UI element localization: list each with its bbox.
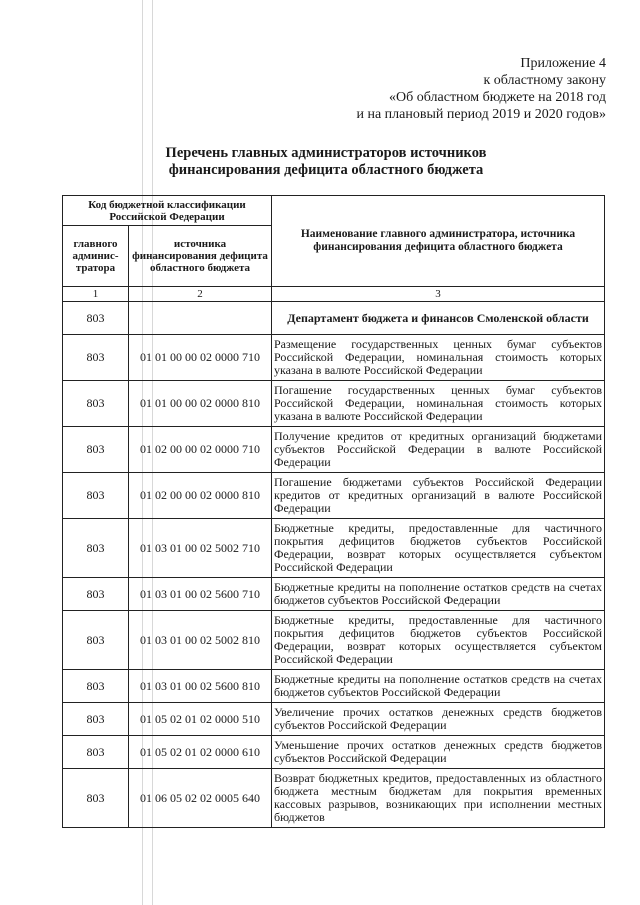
appendix-header bbox=[356, 55, 606, 123]
source-code: 01 01 00 00 02 0000 710 bbox=[129, 335, 272, 381]
source-code: 01 06 05 02 02 0005 640 bbox=[129, 769, 272, 828]
admin-code: 803 bbox=[63, 381, 129, 427]
source-code: 01 03 01 00 02 5600 810 bbox=[129, 670, 272, 703]
department-row bbox=[63, 302, 605, 335]
column-number-3: 3 bbox=[272, 287, 605, 302]
table-row bbox=[63, 427, 605, 473]
row-description: Увеличение прочих остатков денежных средств бюджетов субъектов Российской Федерации bbox=[272, 703, 605, 736]
header-name: Наименование главного администратора, источника финансирования дефицита областного бюджета bbox=[272, 196, 605, 287]
appendix-line-2: к областному закону bbox=[483, 73, 606, 88]
table-row bbox=[63, 578, 605, 611]
appendix-line-3: «Об областном бюджете на 2018 год bbox=[389, 90, 606, 105]
table-row bbox=[63, 703, 605, 736]
source-code: 01 02 00 00 02 0000 810 bbox=[129, 473, 272, 519]
admin-code: 803 bbox=[63, 736, 129, 769]
department-name: Департамент бюджета и финансов Смоленской области bbox=[272, 302, 605, 335]
row-description: Бюджетные кредиты на пополнение остатков средств на счетах бюджетов субъектов Российской Федерации bbox=[272, 578, 605, 611]
admin-code: 803 bbox=[63, 578, 129, 611]
source-code: 01 01 00 00 02 0000 810 bbox=[129, 381, 272, 427]
table-row bbox=[63, 736, 605, 769]
admin-code: 803 bbox=[63, 670, 129, 703]
admin-code: 803 bbox=[63, 302, 129, 335]
table-row bbox=[63, 611, 605, 670]
admin-code: 803 bbox=[63, 427, 129, 473]
appendix-line-1: Приложение 4 bbox=[520, 56, 606, 71]
admin-code: 803 bbox=[63, 703, 129, 736]
appendix-line-4: и на плановый период 2019 и 2020 годов» bbox=[356, 107, 606, 122]
row-description: Погашение государственных ценных бумаг субъектов Российской Федерации, номинальная стоимость которых указана в валюте Российской Федерации bbox=[272, 381, 605, 427]
table-row bbox=[63, 381, 605, 427]
admin-code: 803 bbox=[63, 335, 129, 381]
table-body bbox=[63, 302, 605, 828]
header-admin: главного админис-тратора bbox=[63, 226, 129, 287]
admin-code: 803 bbox=[63, 611, 129, 670]
table-row bbox=[63, 769, 605, 828]
column-number-2: 2 bbox=[129, 287, 272, 302]
row-description: Бюджетные кредиты, предоставленные для частичного покрытия дефицитов бюджетов субъектов Российской Федерации, возврат которых осуществляется субъектом Российской Федерации bbox=[272, 519, 605, 578]
admin-code: 803 bbox=[63, 769, 129, 828]
title-line-2: финансирования дефицита областного бюджета bbox=[168, 162, 484, 178]
table-row bbox=[63, 473, 605, 519]
admin-code: 803 bbox=[63, 473, 129, 519]
table-row bbox=[63, 335, 605, 381]
row-description: Возврат бюджетных кредитов, предоставленных из областного бюджета местным бюджетам для покрытия временных кассовых разрывов, возникающих при исполнении местных бюджетов bbox=[272, 769, 605, 828]
row-description: Уменьшение прочих остатков денежных средств бюджетов субъектов Российской Федерации bbox=[272, 736, 605, 769]
source-code bbox=[129, 302, 272, 335]
table-row bbox=[63, 670, 605, 703]
source-code: 01 03 01 00 02 5002 810 bbox=[129, 611, 272, 670]
admin-code: 803 bbox=[63, 519, 129, 578]
row-description: Погашение бюджетами субъектов Российской Федерации кредитов от кредитных организаций в валюте Российской Федерации bbox=[272, 473, 605, 519]
row-description: Получение кредитов от кредитных организаций бюджетами субъектов Российской Федерации в валюте Российской Федерации bbox=[272, 427, 605, 473]
table-row bbox=[63, 519, 605, 578]
source-code: 01 02 00 00 02 0000 710 bbox=[129, 427, 272, 473]
source-code: 01 05 02 01 02 0000 610 bbox=[129, 736, 272, 769]
title-line-1: Перечень главных администраторов источников bbox=[165, 145, 487, 161]
source-code: 01 05 02 01 02 0000 510 bbox=[129, 703, 272, 736]
source-code: 01 03 01 00 02 5600 710 bbox=[129, 578, 272, 611]
row-description: Бюджетные кредиты, предоставленные для частичного покрытия дефицитов бюджетов субъектов Российской Федерации, возврат которых осуществляется субъектом Российской Федерации bbox=[272, 611, 605, 670]
administrators-table bbox=[62, 195, 605, 828]
column-number-1: 1 bbox=[63, 287, 129, 302]
source-code: 01 03 01 00 02 5002 710 bbox=[129, 519, 272, 578]
row-description: Бюджетные кредиты на пополнение остатков средств на счетах бюджетов субъектов Российской Федерации bbox=[272, 670, 605, 703]
header-code-group: Код бюджетной классификации Российской Федерации bbox=[63, 196, 272, 226]
header-source: источника финансирования дефицита областного бюджета bbox=[129, 226, 272, 287]
row-description: Размещение государственных ценных бумаг субъектов Российской Федерации, номинальная стоимость которых указана в валюте Российской Федерации bbox=[272, 335, 605, 381]
document-title bbox=[0, 145, 640, 179]
